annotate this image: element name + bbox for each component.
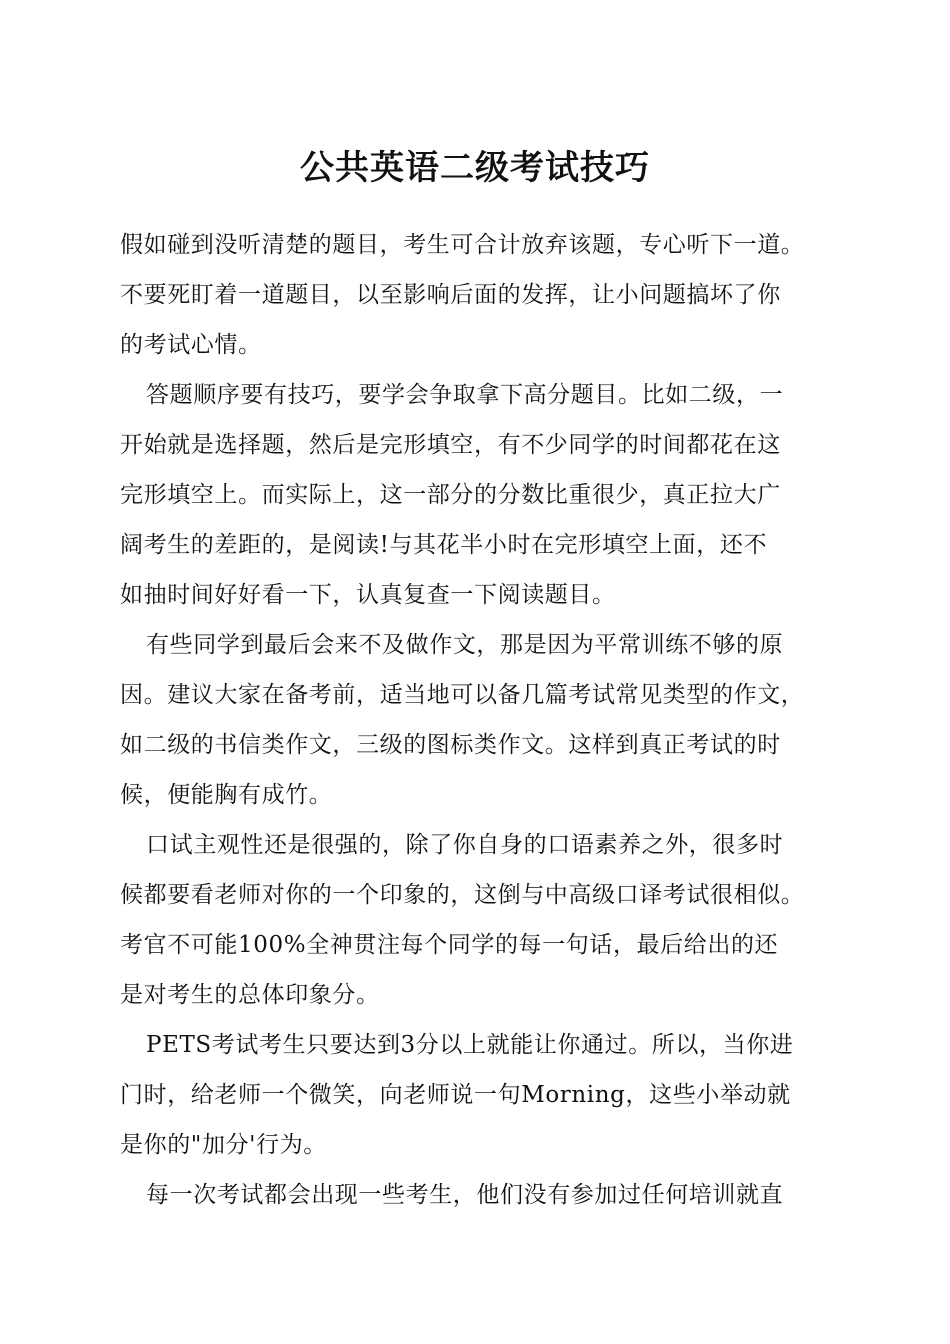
body-line: 门时，给老师一个微笑，向老师说一句Morning，这些小举动就 bbox=[120, 1082, 791, 1108]
body-line: 阔考生的差距的，是阅读!与其花半小时在完形填空上面，还不 bbox=[120, 532, 768, 558]
body-line: 候都要看老师对你的一个印象的，这倒与中高级口译考试很相似。 bbox=[120, 882, 805, 908]
body-line: 完形填空上。而实际上，这一部分的分数比重很少，真正拉大广 bbox=[120, 482, 781, 508]
body-line: 开始就是选择题，然后是完形填空，有不少同学的时间都花在这 bbox=[120, 432, 781, 458]
body-line: 因。建议大家在备考前，适当地可以备几篇考试常见类型的作文， bbox=[120, 682, 805, 708]
body-line: 口试主观性还是很强的，除了你自身的口语素养之外，很多时 bbox=[146, 832, 784, 858]
document-title: 公共英语二级考试技巧 bbox=[300, 148, 650, 188]
body-line: 候，便能胸有成竹。 bbox=[120, 782, 333, 808]
body-line: PETS考试考生只要达到3分以上就能让你通过。所以，当你进 bbox=[146, 1032, 794, 1058]
body-line: 每一次考试都会出现一些考生，他们没有参加过任何培训就直 bbox=[146, 1182, 784, 1208]
body-line: 是你的"加分'行为。 bbox=[120, 1132, 327, 1158]
body-line: 如二级的书信类作文，三级的图标类作文。这样到真正考试的时 bbox=[120, 732, 781, 758]
body-line: 是对考生的总体印象分。 bbox=[120, 982, 380, 1008]
body-line: 如抽时间好好看一下，认真复查一下阅读题目。 bbox=[120, 582, 616, 608]
document-body bbox=[120, 220, 840, 1220]
body-line: 不要死盯着一道题目，以至影响后面的发挥，让小问题搞坏了你 bbox=[120, 282, 781, 308]
body-line: 有些同学到最后会来不及做作文，那是因为平常训练不够的原 bbox=[146, 632, 784, 658]
body-line: 假如碰到没听清楚的题目，考生可合计放弃该题，专心听下一道。 bbox=[120, 232, 805, 258]
body-line: 考官不可能100%全神贯注每个同学的每一句话，最后给出的还 bbox=[120, 932, 779, 958]
body-line: 的考试心情。 bbox=[120, 332, 262, 358]
body-line: 答题顺序要有技巧，要学会争取拿下高分题目。比如二级，一 bbox=[146, 382, 784, 408]
